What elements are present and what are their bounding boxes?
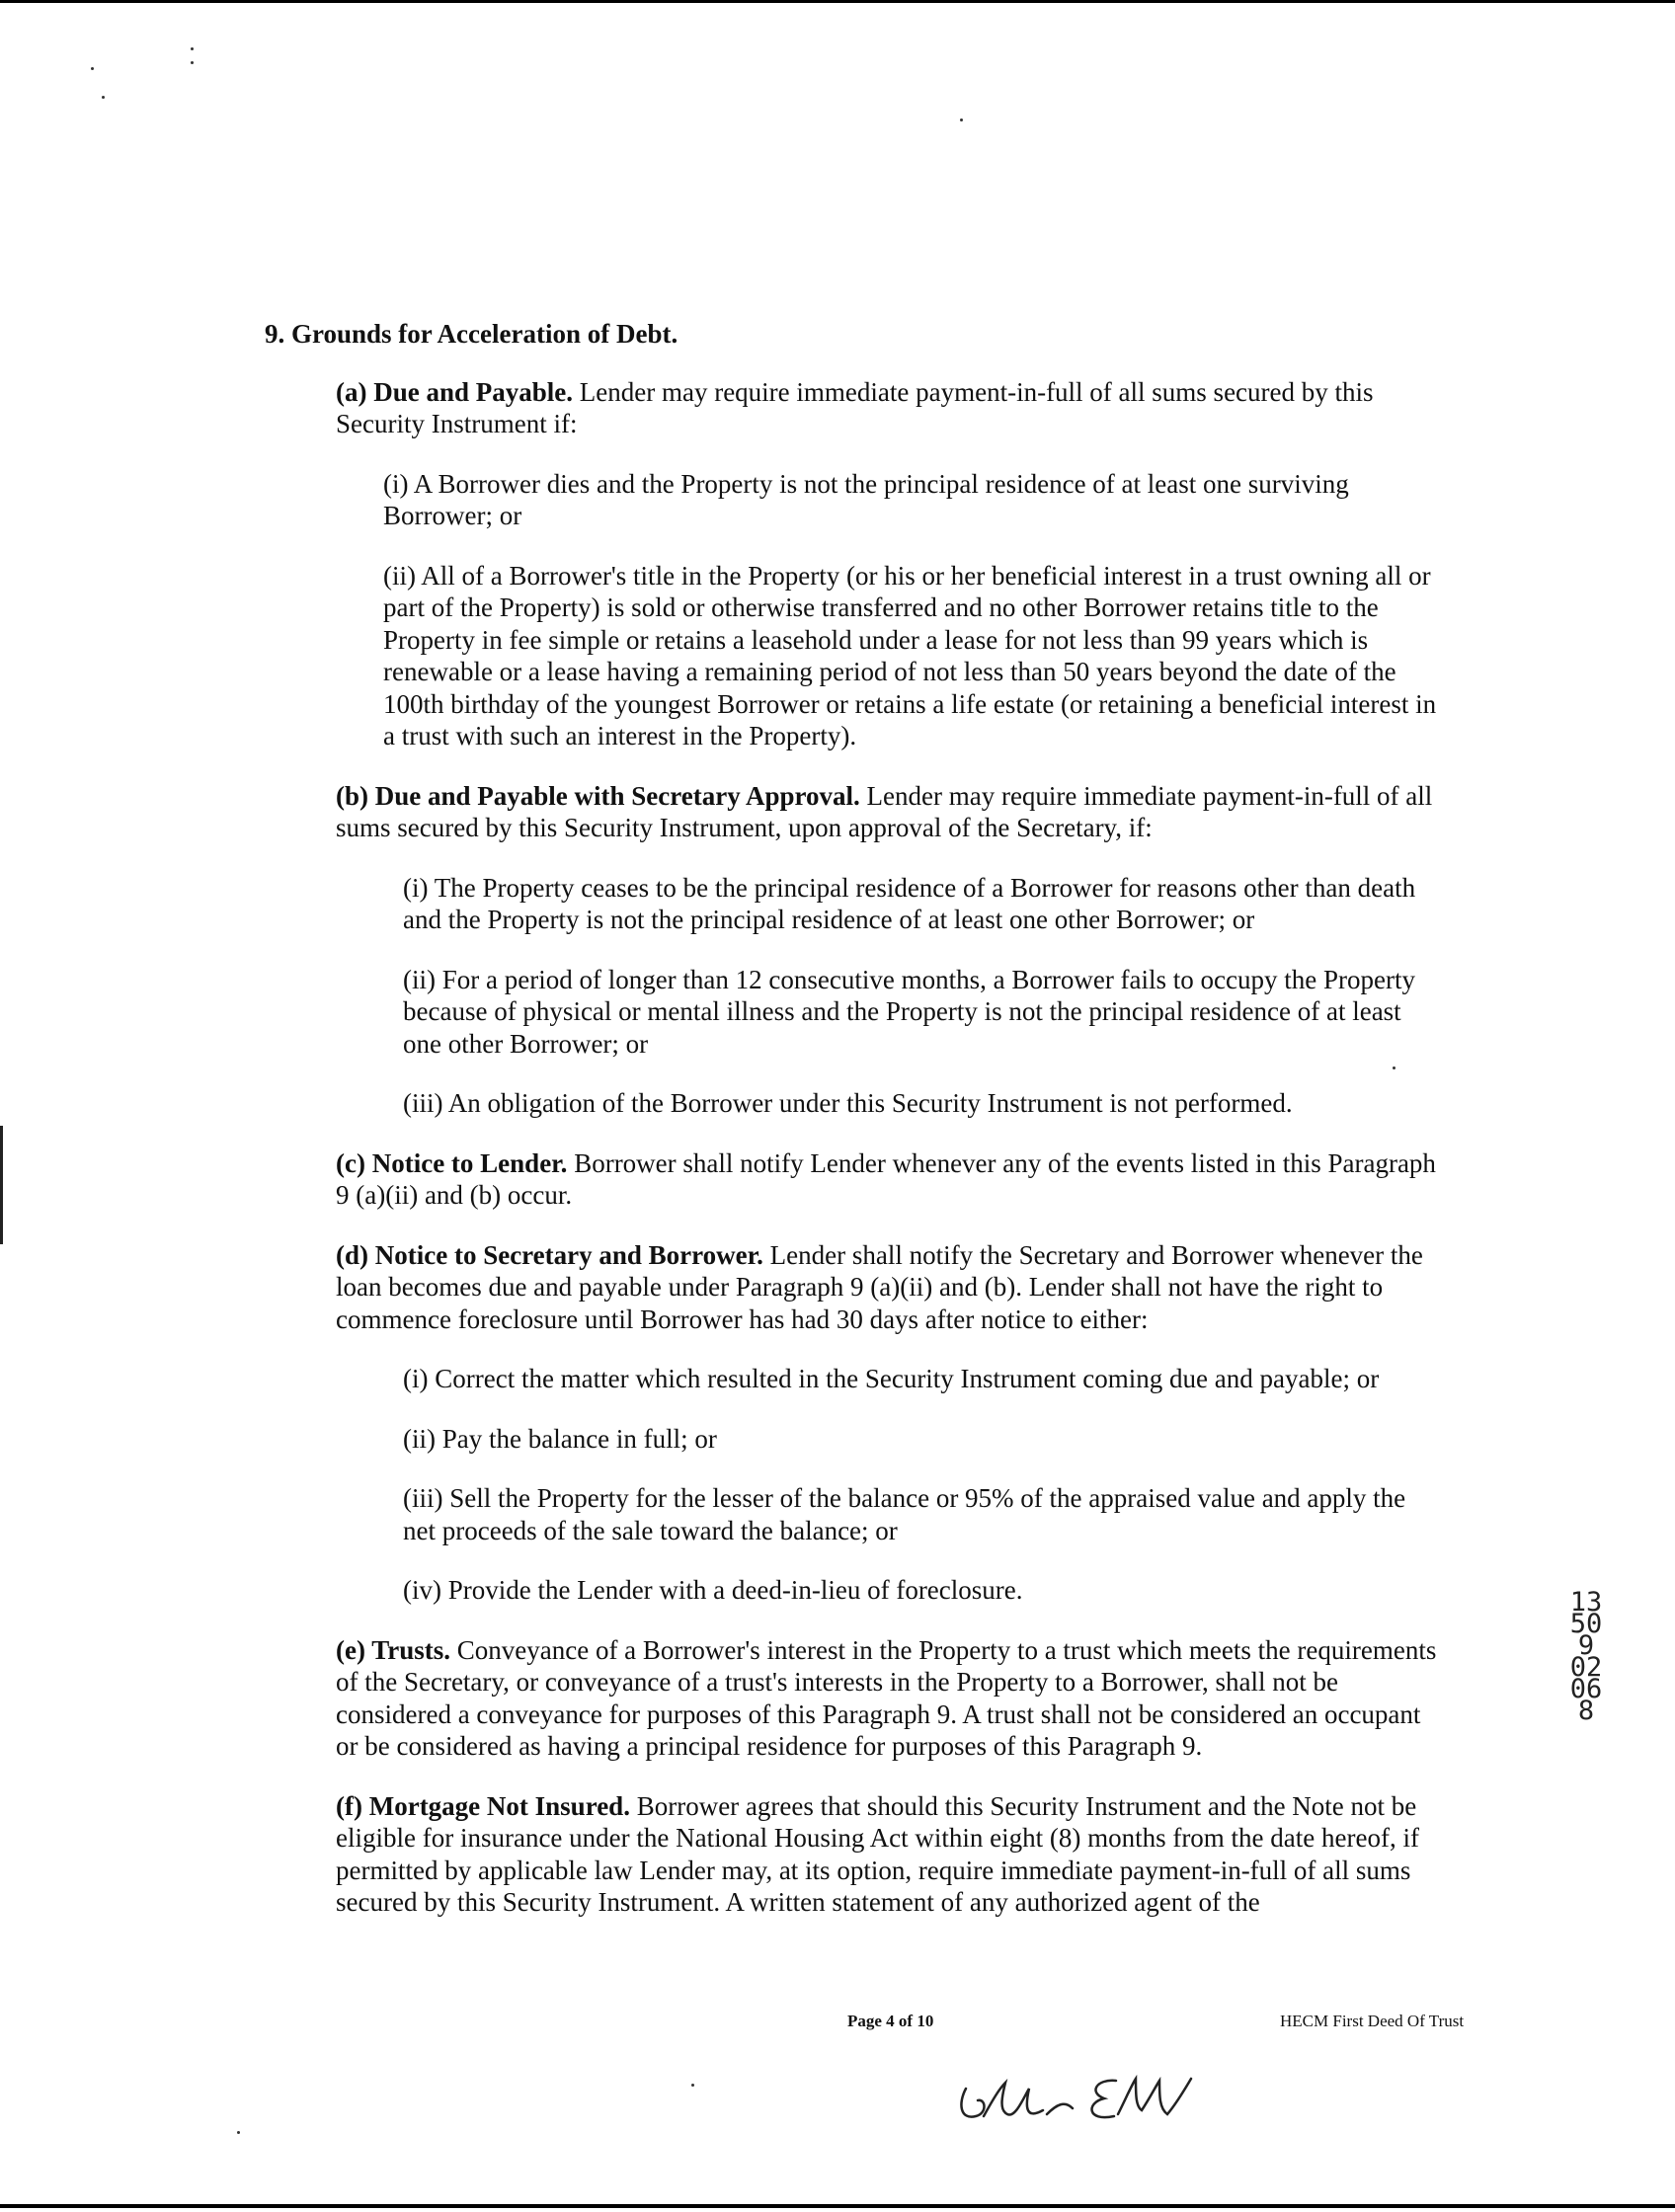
- clause-b-i: (i) The Property ceases to be the principal residence of a Borrower for reasons other than death and the Property is not the principal residence of at least one other Borrower; or: [403, 872, 1416, 934]
- scan-bottom-border: [0, 2204, 1675, 2208]
- clause-d-i: (i) Correct the matter which resulted in the Security Instrument coming due and payable; or: [403, 1364, 1380, 1393]
- clause-a-i: (i) A Borrower dies and the Property is not the principal residence of at least one surviving Borrower; or: [383, 468, 1349, 530]
- page-number: Page 4 of 10: [847, 2012, 934, 2030]
- clause-a-ii: (ii) All of a Borrower's title in the Property (or his or her beneficial interest in a trust owning all or part of the Property) is sold or otherwise transferred and no other Borrower retains title to the Property in fee simple or retains a leasehold under a lease for not less than 99 years which is renewable or a lease having a remaining period of not less than 50 years beyond the date of the 100th birthday of the youngest Borrower or retains a life estate (or retaining a beneficial interest in a trust with such an interest in the Property).: [383, 560, 1437, 750]
- document-body: [265, 318, 1440, 1946]
- scan-speck: [191, 61, 194, 64]
- form-title: HECM First Deed Of Trust: [1280, 2012, 1465, 2030]
- side-stamp-number: 13509 02068: [1569, 1587, 1603, 1726]
- clause-c-text: Borrower shall notify Lender whenever any of the events listed in this Paragraph 9 (a)(ii) and (b) occur.: [336, 1147, 1436, 1210]
- clause-f: [336, 1790, 1440, 1919]
- clause-d-iv: (iv) Provide the Lender with a deed-in-lieu of foreclosure.: [403, 1575, 1023, 1605]
- clause-d-lead: (d) Notice to Secretary and Borrower.: [336, 1239, 763, 1270]
- clause-b-iii: (iii) An obligation of the Borrower under this Security Instrument is not performed.: [403, 1088, 1293, 1118]
- scan-speck: [691, 2084, 694, 2087]
- scan-speck: [237, 2131, 240, 2134]
- scan-speck: [191, 47, 194, 50]
- clause-d: [336, 1239, 1440, 1336]
- scan-left-edge-mark: [0, 1126, 3, 1244]
- clause-b-ii: (ii) For a period of longer than 12 consecutive months, a Borrower fails to occupy the Property because of physical or mental illness and the Property is not the principal residence of at least one other Borrower; or: [403, 964, 1415, 1059]
- clause-b: [336, 780, 1440, 844]
- section-heading: 9. Grounds for Acceleration of Debt.: [265, 319, 678, 349]
- clause-d-ii: (ii) Pay the balance in full; or: [403, 1423, 717, 1454]
- clause-f-text: Borrower agrees that should this Security Instrument and the Note not be eligible for insurance under the National Housing Act within eight (8) months from the date hereof, if permitted by applicable law Lender may, at its option, require immediate payment-in-full of all sums secured by this Security Instrument. A written statement of any authorized agent of the: [336, 1790, 1419, 1917]
- scan-top-border: [0, 0, 1675, 3]
- scan-speck: [960, 118, 963, 121]
- clause-b-lead: (b) Due and Payable with Secretary Approval.: [336, 780, 860, 811]
- clause-c: [336, 1147, 1440, 1212]
- clause-e-lead: (e) Trusts.: [336, 1634, 450, 1665]
- clause-d-iii: (iii) Sell the Property for the lesser of the balance or 95% of the appraised value and apply the net proceeds of the sale toward the balance; or: [403, 1483, 1406, 1545]
- clause-a: [336, 376, 1440, 440]
- clause-c-lead: (c) Notice to Lender.: [336, 1147, 568, 1178]
- clause-d-text: Lender shall notify the Secretary and Borrower whenever the loan becomes due and payable under Paragraph 9 (a)(ii) and (b). Lender shall not have the right to commence foreclosure until Borrower has had 30 days after notice to either:: [336, 1239, 1423, 1334]
- clause-b-text: Lender may require immediate payment-in-full of all sums secured by this Security Instrument, upon approval of the Secretary, if:: [336, 780, 1433, 842]
- borrower-initials-signature: [948, 2059, 1205, 2138]
- clause-a-text: Lender may require immediate payment-in-full of all sums secured by this Security Instrument if:: [336, 376, 1374, 438]
- clause-f-lead: (f) Mortgage Not Insured.: [336, 1790, 630, 1821]
- scan-speck: [102, 96, 105, 99]
- scan-speck: [91, 67, 94, 70]
- clause-e-text: Conveyance of a Borrower's interest in the Property to a trust which meets the requirements of the Secretary, or conveyance of a trust's interests in the Property to a Borrower, shall not be considered a conveyance for purposes of this Paragraph 9. A trust shall not be considered an occupant or be considered as having a principal residence for purposes of this Paragraph 9.: [336, 1634, 1437, 1761]
- clause-a-lead: (a) Due and Payable.: [336, 376, 574, 407]
- clause-e: [336, 1634, 1440, 1763]
